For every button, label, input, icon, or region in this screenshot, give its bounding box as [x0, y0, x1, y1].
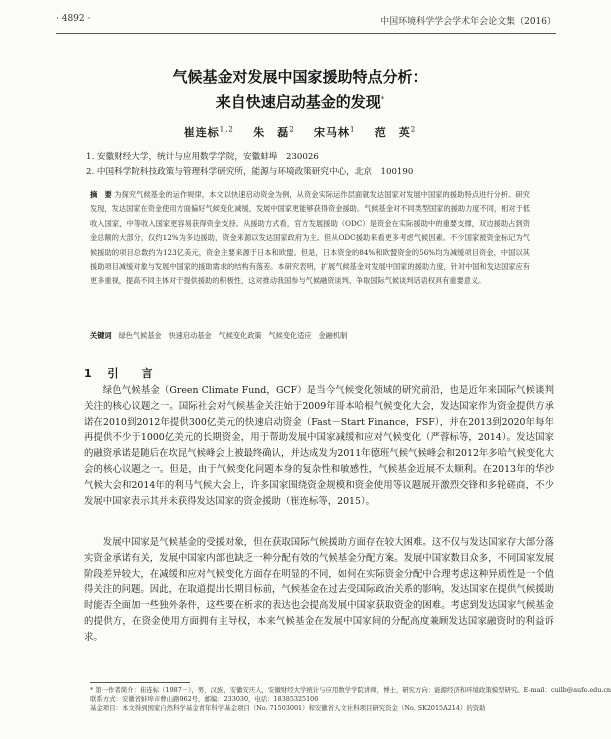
keyword: 气候变化政策: [218, 331, 262, 340]
title-line-2-text: 来自快速启动基金的发现: [215, 93, 381, 111]
keyword: 快速启动基金: [168, 331, 212, 340]
section-heading: [84, 365, 159, 381]
affiliation-1: 1. 安徽财经大学，统计与应用数学学院，安徽蚌埠 230026: [86, 152, 319, 162]
title-footnote-mark: *: [380, 95, 385, 103]
author-affil-mark: 1,2: [219, 125, 234, 134]
keyword: 金融机制: [318, 331, 348, 340]
running-header: [56, 14, 556, 30]
abstract-label: 摘 要: [90, 190, 112, 199]
author: 朱 磊: [253, 126, 290, 139]
author-affil-mark: 2: [289, 125, 295, 134]
keyword: 气候变化适应: [268, 331, 312, 340]
keywords: [90, 331, 530, 341]
author: 范 英: [374, 126, 411, 139]
page-number: · 4892 ·: [56, 14, 91, 24]
affiliation-2: 2. 中国科学院科技政策与管理科学研究所，能源与环境政策研究中心，北京 100190: [86, 167, 414, 177]
keyword: 绿色气候基金: [118, 331, 162, 340]
footnote-funding: 基金项目：本文得到国家自然科学基金青年科学基金项目（No. 71503001）和安徽省人文社科项目研究资金（No. SK2015A214）的资助: [90, 704, 486, 713]
title-line-2: [40, 88, 560, 113]
author-affil-mark: 2: [410, 125, 417, 134]
abstract-text: 为探究气候基金的运作规律，本文以快速启动资金为例，从资金实际运作层面就发达国家对发展中国家的援助特点进行分析。研究发现，发达国家在资金使用方面偏好气候变化减缓，发展中国家更能够获得资金援助。气候基金对不同类型国家的援助力度不同，相对于低收入国家，中等收入国家更容易获得资金支持。从援助方式看，官方发展援助（ODC）是资金在实际援助中的重要支撑，双边援助占到资金总额的大部分，仅约12%为多边援助，资金来源以发达国家政府为主。但从ODC援助来看更多考虑气候因素。不少国家被资金标记为气候援助的项目总数约为123亿美元，资金主要来源于日本和欧盟。但是，日本资金的84%和欧盟资金的56%均为减缓项目资金，中国以其援助项目减缓对象与发展中国家的援助需求的结构有落差。本研究表明，扩展气候基金对发展中国家的援助力度，针对中国和发达国家应有更多重视，提高不同主体对于提供援助的积极性，这对推动我国参与气候融资谈判、争取国际气候谈判话语权具有重要意义。: [90, 190, 530, 286]
header-rule: [56, 33, 556, 34]
footnote-author: * 第一作者简介：崔连标（1987－），男，汉族，安徽安庆人，安徽财经大学统计与应用数学学院讲师，博士，研究方向：能源经济和环境政策模型研究。E-mail：cuilb@aufe.edu.cn: [90, 686, 611, 694]
body-paragraph-1: 绿色气候基金（Green Climate Fund，GCF）是当今气候变化领域的研究前沿，也是近年来国际气候谈判关注的核心议题之一。国际社会对气候基金关注始于2009年哥本哈根气候变化大会，发达国家作为资金提供方承诺在2010到2012年提供300亿美元的快速启动资金（Fast－Start Finance，FSF），并在2013到2020年每年再提供不少于1000亿美元的长期资金，用于帮助发展中国家减缓和应对气候变化（严蓉标等，2014）。发达国家的融资承诺是随后在坎昆气候峰会上被最终确认，并达成发为2011年德班气候气候峰会和2012年多哈气候变化大会的核心议题之一。但是，由于气候变化问题本身的复杂性和敏感性，气候基金近展不太顺利。在2013年的华沙气候大会和2014年的利马气候大会上，许多国家围绕资金规模和资金使用等议题展开激烈交锋和多轮磋商，不少发展中国家表示其并未获得发达国家的资金援助（崔连标等，2015）。: [84, 385, 554, 507]
keywords-label: 关键词: [90, 331, 112, 340]
footnotes: [90, 686, 611, 714]
section-number: 1: [84, 367, 98, 380]
author-affil-mark: 1: [350, 125, 356, 134]
author-list: [40, 124, 560, 140]
title-line-1: 气候基金对发展中国家援助特点分析：: [172, 68, 428, 86]
journal-name: 中国环境科学学会学术年会论文集（2016）: [380, 17, 556, 27]
section-title: 引 言: [107, 367, 159, 380]
body-paragraph-2: 发展中国家是气候基金的受援对象，但在获取国际气候援助方面存在较大困难。这不仅与发达国家存大部分落实资金承诺有关，发展中国家内部也缺乏一种分配有效的气候基金分配方案。发展中国家数目众多，不同国家发展阶段差异较大，在减缓和应对气候变化方面存在明显的不同，如何在实际资金分配中合理考虑这种异质性是一个值得关注的问题。因此，在取道提出长期目标前，气候基金在过去受国际政治关系的影响，发达国家在提供气候援助时能否全面加一些独外条件，这些要在析求的表达也会提高发展中国家获取资金的困难。考虑到发达国家气候基金的提供方，在资金使用方面拥有主导权，本来气候基金在发展中国家间的分配高度兼顾发达国家融资时的利益诉求。: [84, 537, 554, 643]
author: 崔连标: [183, 126, 220, 139]
footnote-contact: 联系方式：安徽省蚌埠市曹山路962号，邮编：233030，电话：18385325106: [90, 695, 319, 704]
author: 宋马林: [314, 126, 350, 139]
paper-title: [40, 66, 560, 113]
abstract: [90, 188, 530, 289]
footnote-rule: [90, 682, 190, 683]
